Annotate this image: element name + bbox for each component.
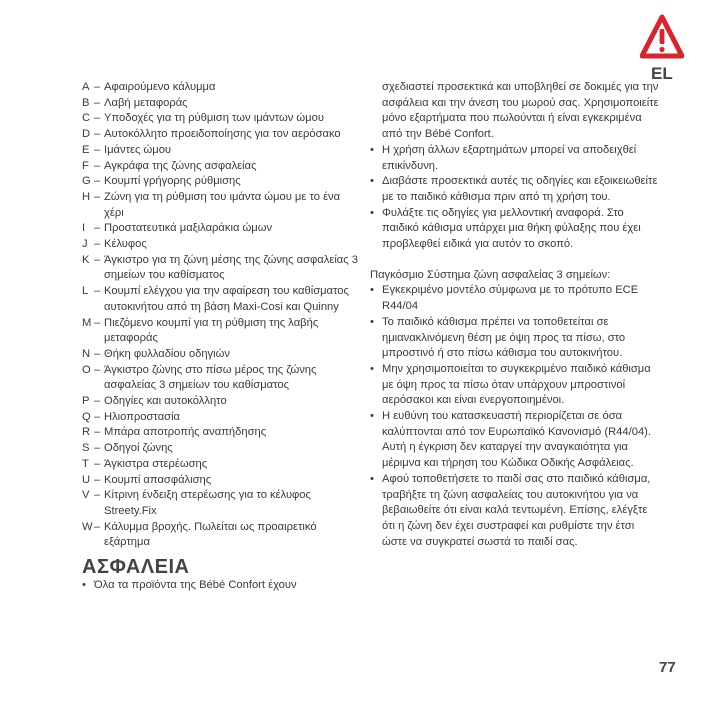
page-number: 77 <box>659 659 676 676</box>
part-description: Υποδοχές για τη ρύθμιση των ιμάντων ώμου <box>104 112 324 125</box>
safety-intro-continued: σχεδιαστεί προσεκτικά και υποβληθεί σε δοκιμές για την ασφάλεια και την άνεση του μωρού σας. Χρησιμοποιείτε μόνο εξαρτήματα που πωλούνται ή είναι εγκεκριμένα από την Bébé Confort. <box>382 81 659 141</box>
parts-list-item: B – Λαβή μεταφοράς <box>82 96 362 112</box>
part-letter: M <box>82 316 92 329</box>
parts-list-item: J – Κέλυφος <box>82 237 362 253</box>
parts-list-item: K – Άγκιστρο για τη ζώνη μέσης της ζώνης ασφαλείας 3 σημείων του καθίσματος <box>82 253 362 284</box>
part-description: Οδηγοί ζώνης <box>104 442 173 455</box>
part-description: Λαβή μεταφοράς <box>104 96 188 109</box>
part-letter: C <box>82 112 91 125</box>
part-letter: Q <box>82 410 91 423</box>
parts-list-item: N – Θήκη φυλλαδίου οδηγιών <box>82 347 362 363</box>
part-letter: B <box>82 96 90 109</box>
part-description: Κίτρινη ένδειξη στερέωσης για το κέλυφος Streety.Fix <box>104 489 311 517</box>
part-description: Ζώνη για τη ρύθμιση του ιμάντα ώμου με το ένα χέρι <box>104 190 341 219</box>
part-description: Κουμπί ελέγχου για την αφαίρεση του καθίσματος αυτοκινήτου από τη βάση Maxi-Cosi και Quinny <box>104 285 349 313</box>
parts-list-item: D – Αυτοκόλλητο προειδοποίησης για τον αερόσακο <box>82 127 362 143</box>
part-letter: G <box>82 175 91 188</box>
parts-list-item: A – Αφαιρούμενο κάλυμμα <box>82 80 362 96</box>
parts-list-item: M – Πιεζόμενο κουμπί για τη ρύθμιση της λαβής μεταφοράς <box>82 316 362 347</box>
part-letter: I <box>82 222 86 235</box>
part-description: Οδηγίες και αυτοκόλλητο <box>104 395 227 408</box>
belt-bullet: • Η ευθύνη του κατασκευαστή περιορίζεται σε όσα καλύπτονται από τον Ευρωπαϊκό Κανονισμό (R44/04). Αυτή η έγκριση δεν καταργεί την αναγκαιότητα για μέριμνα και τήρηση του Κώδικα Οδικής Ασφάλειας. <box>370 409 660 472</box>
part-letter: T <box>82 457 89 470</box>
part-letter: S <box>82 442 90 455</box>
parts-list-item: L – Κουμπί ελέγχου για την αφαίρεση του καθίσματος αυτοκινήτου από τη βάση Maxi-Cosi και Quinny <box>82 284 362 315</box>
part-description: Μπάρα αποτροπής αναπήδησης <box>104 426 267 439</box>
belt-bullet: • Αφού τοποθετήσετε το παιδί σας στο παιδικό κάθισμα, τραβήξτε τη ζώνη ασφαλείας του αυτοκινήτου για να βεβαιωθείτε ότι είναι καλά τεντωμένη. Επίσης, ελέγξτε ότι η ζώνη δεν έχει συστραφεί και ρυθμίστε την έτσι ώστε να συγκρατεί σωστά το παιδί σας. <box>370 472 660 551</box>
part-letter: N <box>82 347 91 360</box>
part-letter: J <box>82 238 88 251</box>
parts-list-item: T – Άγκιστρα στερέωσης <box>82 457 362 473</box>
part-description: Άγκιστρα στερέωσης <box>104 457 208 470</box>
part-description: Κουμπί απασφάλισης <box>104 473 212 486</box>
parts-list-item: H – Ζώνη για τη ρύθμιση του ιμάντα ώμου με το ένα χέρι <box>82 190 362 221</box>
part-description: Προστατευτικά μαξιλαράκια ώμων <box>104 222 273 235</box>
part-description: Άγκιστρο για τη ζώνη μέσης της ζώνης ασφαλείας 3 σημείων του καθίσματος <box>104 253 358 282</box>
part-letter: U <box>82 473 91 486</box>
parts-list-item: O – Άγκιστρο ζώνης στο πίσω μέρος της ζώνης ασφαλείας 3 σημείων του καθίσματος <box>82 363 362 394</box>
belt-bullet: • Εγκεκριμένο μοντέλο σύμφωνα με το πρότυπο ECE R44/04 <box>370 283 660 314</box>
part-description: Πιεζόμενο κουμπί για τη ρύθμιση της λαβής μεταφοράς <box>104 316 319 345</box>
part-letter: E <box>82 143 90 156</box>
left-column <box>82 80 362 594</box>
language-label: EL <box>651 64 673 83</box>
part-letter: O <box>82 363 91 376</box>
parts-list-item: S – Οδηγοί ζώνης <box>82 441 362 457</box>
parts-list-item: W – Κάλυμμα βροχής. Πωλείται ως προαιρετικό εξάρτημα <box>82 520 362 551</box>
part-description: Κάλυμμα βροχής. Πωλείται ως προαιρετικό εξάρτημα <box>104 520 317 549</box>
parts-list-item: F – Αγκράφα της ζώνης ασφαλείας <box>82 159 362 175</box>
part-description: Αυτοκόλλητο προειδοποίησης για τον αερόσακο <box>104 128 341 141</box>
part-letter: A <box>82 81 90 93</box>
part-description: Θήκη φυλλαδίου οδηγιών <box>104 347 230 360</box>
part-letter: L <box>82 285 89 298</box>
part-letter: D <box>82 128 91 141</box>
part-description: Κέλυφος <box>104 238 147 251</box>
part-letter: R <box>82 426 91 439</box>
belt-bullet: • Το παιδικό κάθισμα πρέπει να τοποθετείται σε ημιανακλινόμενη θέση με όψη προς τα πίσω, στο μπροστινό ή στο πίσω κάθισμα του αυτοκινήτου. <box>370 315 660 362</box>
parts-list-item: U – Κουμπί απασφάλισης <box>82 473 362 489</box>
part-description: Αφαιρούμενο κάλυμμα <box>104 81 216 93</box>
safety-intro-bullet: • Όλα τα προϊόντα της Bébé Confort έχουν <box>82 578 362 594</box>
part-letter: V <box>82 489 90 502</box>
safety-bullet: • Διαβάστε προσεκτικά αυτές τις οδηγίες και εξοικειωθείτε με το παιδικό κάθισμα πριν από τη χρήση του. <box>370 174 660 205</box>
parts-list-item: R – Μπάρα αποτροπής αναπήδησης <box>82 425 362 441</box>
parts-list-item: Q – Ηλιοπροστασία <box>82 410 362 426</box>
part-letter: F <box>82 159 89 172</box>
parts-list <box>82 80 362 551</box>
safety-bullet: • Η χρήση άλλων εξαρτημάτων μπορεί να αποδειχθεί επικίνδυνη. <box>370 143 660 174</box>
right-column <box>370 80 660 550</box>
parts-list-item: I – Προστατευτικά μαξιλαράκια ώμων <box>82 221 362 237</box>
part-description: Ηλιοπροστασία <box>104 410 181 423</box>
parts-list-item: C – Υποδοχές για τη ρύθμιση των ιμάντων ώμου <box>82 111 362 127</box>
parts-list-item: P – Οδηγίες και αυτοκόλλητο <box>82 394 362 410</box>
part-description: Ιμάντες ώμου <box>104 143 172 156</box>
part-description: Κουμπί γρήγορης ρύθμισης <box>104 175 241 188</box>
part-letter: W <box>82 520 93 533</box>
part-letter: P <box>82 395 90 408</box>
parts-list-item: G – Κουμπί γρήγορης ρύθμισης <box>82 174 362 190</box>
part-description: Αγκράφα της ζώνης ασφαλείας <box>104 159 257 172</box>
parts-list-item: V – Κίτρινη ένδειξη στερέωσης για το κέλυφος Streety.Fix <box>82 488 362 519</box>
part-description: Άγκιστρο ζώνης στο πίσω μέρος της ζώνης ασφαλείας 3 σημείων του καθίσματος <box>104 363 317 392</box>
part-letter: H <box>82 190 91 203</box>
safety-bullet: • Φυλάξτε τις οδηγίες για μελλοντική αναφορά. Στο παιδικό κάθισμα υπάρχει μια θήκη φύλαξης που έχει προβλεφθεί ειδικά για αυτόν το σκοπό. <box>370 206 660 253</box>
safety-heading: ΑΣΦΑΛΕΙΑ <box>82 556 190 579</box>
belt-bullet: • Μην χρησιμοποιείται το συγκεκριμένο παιδικό κάθισμα με όψη προς τα πίσω όταν υπάρχουν μπροστινοί αερόσακοι και είναι ενεργοποιημένοι. <box>370 362 660 409</box>
warning-triangle-icon <box>640 14 684 60</box>
part-letter: K <box>82 253 90 266</box>
belt-system-heading: Παγκόσμιο Σύστημα ζώνη ασφαλείας 3 σημείων: <box>370 268 611 281</box>
parts-list-item: E – Ιμάντες ώμου <box>82 143 362 159</box>
